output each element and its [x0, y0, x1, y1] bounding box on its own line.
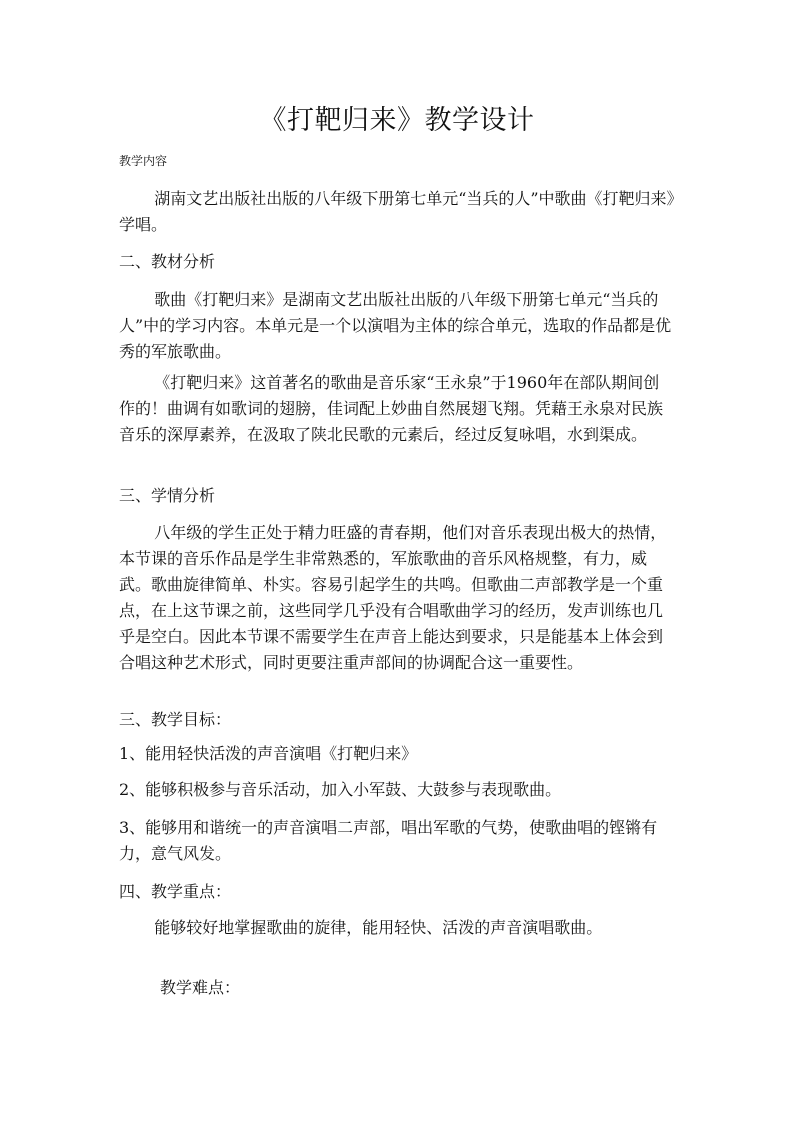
analysis-paragraph-1: 歌曲《打靶归来》是湖南文艺出版社出版的八年级下册第七单元“当兵的人”中的学习内容。本单元是一个以演唱为主体的综合单元，选取的作品都是优秀的军旅歌曲。 [119, 290, 672, 361]
section-label-content: 教学内容 [119, 154, 168, 168]
key-point-paragraph: 能够较好地掌握歌曲的旋律，能用轻快、活泼的声音演唱歌曲。 [154, 918, 603, 937]
goal-item-1: 1、能用轻快活泼的声音演唱《打靶归来》 [119, 744, 418, 763]
analysis-paragraph-2: 《打靶归来》这首著名的歌曲是音乐家“王永泉”于1960年在部队期间创作的！曲调有如歌词的翅膀，佳词配上妙曲自然展翅飞翔。凭藉王永泉对民族音乐的深厚素养，在汲取了陕北民歌的元素后，经过反复咏唱，水到渠成。 [119, 373, 664, 444]
heading-learner-analysis: 三、学情分析 [119, 486, 216, 505]
document-title: 《打靶归来》教学设计 [259, 105, 535, 136]
goal-item-3: 3、能够用和谐统一的声音演唱二声部，唱出军歌的气势，使歌曲唱的铿锵有力，意气风发。 [119, 818, 658, 863]
content-paragraph: 湖南文艺出版社出版的八年级下册第七单元“当兵的人”中歌曲《打靶归来》学唱。 [119, 189, 675, 234]
difficulty-label: 教学难点： [160, 978, 241, 997]
heading-material-analysis: 二、教材分析 [119, 252, 216, 271]
heading-key-points: 四、教学重点： [119, 882, 232, 901]
heading-teaching-goals: 三、教学目标： [119, 710, 232, 729]
learner-paragraph: 八年级的学生正处于精力旺盛的青春期，他们对音乐表现出极大的热情，本节课的音乐作品是学生非常熟悉的，军旅歌曲的音乐风格规整，有力，威武。歌曲旋律简单、朴实。容易引起学生的共鸣。但歌曲二声部教学是一个重点，在上这节课之前，这些同学几乎没有合唱歌曲学习的经历，发声训练也几乎是空白。因此本节课不需要学生在声音上能达到要求，只是能基本上体会到合唱这种艺术形式，同时更要注重声部间的协调配合这一重要性。 [119, 523, 667, 672]
goal-item-2: 2、能够积极参与音乐活动，加入小军鼓、大鼓参与表现歌曲。 [119, 780, 562, 799]
